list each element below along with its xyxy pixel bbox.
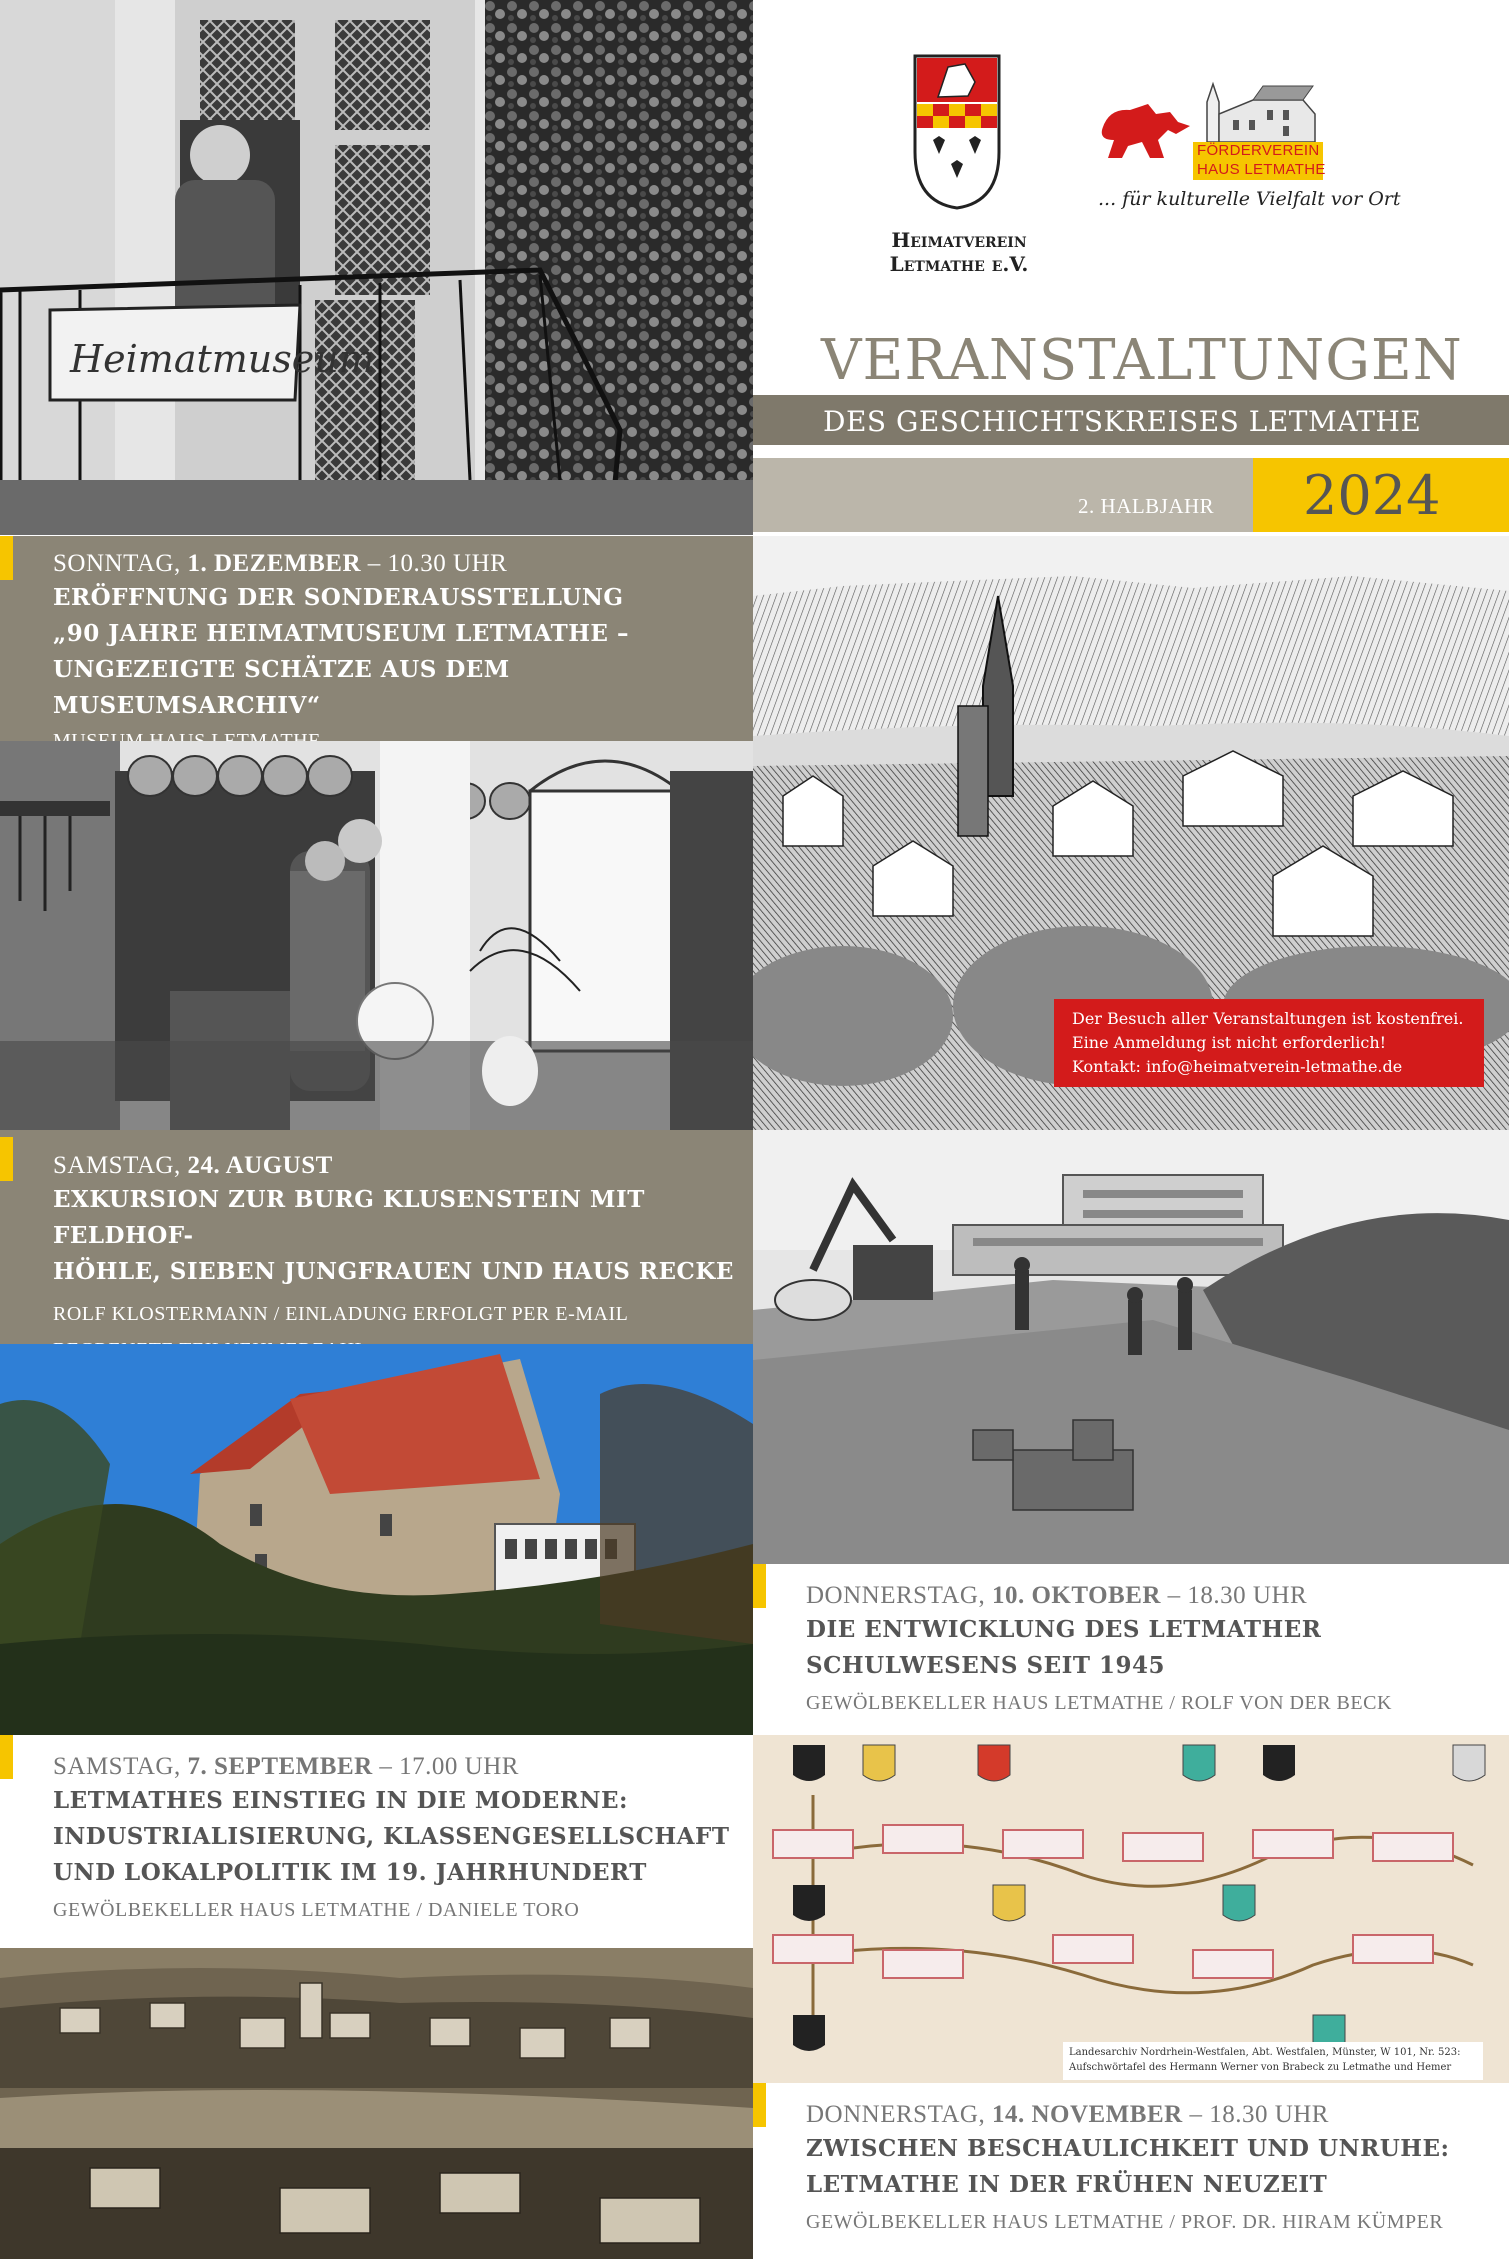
heimatverein-name-line2: Letmathe e.V.	[889, 252, 1029, 276]
foerderverein-name-line2: HAUS LETMATHE	[1197, 161, 1326, 178]
event-1-title-line1: ERÖFFNUNG DER SONDERAUSSTELLUNG	[53, 584, 624, 611]
year-label: 2024	[1303, 464, 1441, 527]
notice-line2: Eine Anmeldung ist nicht erforderlich!	[1072, 1033, 1387, 1052]
event-1-day: SONNTAG,	[53, 550, 181, 577]
event-2-day: SAMSTAG,	[53, 1152, 181, 1179]
event-1-accent-bar	[0, 536, 13, 580]
event-card-2	[0, 1130, 753, 1344]
event-4-place: GEWÖLBEKELLER HAUS LETMATHE / DANIELE TORO	[53, 1899, 580, 1921]
event-2-place-line1: ROLF KLOSTERMANN / EINLADUNG ERFOLGT PER E-MAIL	[53, 1303, 629, 1325]
photo-museum-kitchen	[0, 741, 753, 1130]
photo-heimatmuseum-balcony	[0, 0, 753, 535]
event-5-time: – 18.30 UHR	[1189, 2101, 1329, 2128]
event-4-date: 7. SEPTEMBER	[187, 1753, 373, 1780]
event-card-4	[0, 1735, 753, 1948]
event-2-accent-bar	[0, 1137, 13, 1181]
event-4-time: – 17.00 UHR	[379, 1753, 519, 1780]
heimatverein-crest-icon	[913, 52, 1001, 210]
heimatverein-name-line1: Heimatverein	[891, 228, 1027, 252]
archive-caption-line2: Aufschwörtafel des Hermann Werner von Brabeck zu Letmathe und Hemer	[1069, 2062, 1452, 2073]
event-3-day: DONNERSTAG,	[806, 1582, 986, 1609]
halbjahr-label: 2. HALBJAHR	[1078, 494, 1215, 518]
foerderverein-church-icon	[1193, 80, 1323, 142]
page-subtitle: DES GESCHICHTSKREISES LETMATHE	[823, 405, 1422, 438]
event-4-title-line3: UND LOKALPOLITIK IM 19. JAHRHUNDERT	[53, 1859, 647, 1886]
event-5-day: DONNERSTAG,	[806, 2101, 986, 2128]
event-3-place: GEWÖLBEKELLER HAUS LETMATHE / ROLF VON DER BECK	[806, 1692, 1392, 1714]
event-4-accent-bar	[0, 1735, 13, 1779]
sign-heimatmuseum: Heimatmuseum	[70, 337, 375, 381]
event-5-title-line2: LETMATHE IN DER FRÜHEN NEUZEIT	[806, 2171, 1328, 2198]
event-2-title-line1: EXKURSION ZUR BURG KLUSENSTEIN MIT FELDHOF-	[53, 1186, 645, 1249]
photo-letmathe-panorama	[0, 1948, 753, 2259]
event-5-title-line1: ZWISCHEN BESCHAULICHKEIT UND UNRUHE:	[806, 2135, 1450, 2162]
event-3-time: – 18.30 UHR	[1167, 1582, 1308, 1609]
event-3-accent-bar	[753, 1564, 766, 1608]
event-4-title-line2: INDUSTRIALISIERUNG, KLASSENGESELLSCHAFT	[53, 1823, 730, 1850]
event-5-accent-bar	[753, 2083, 766, 2127]
archive-caption-line1: Landesarchiv Nordrhein-Westfalen, Abt. Westfalen, Münster, W 101, Nr. 523:	[1069, 2047, 1461, 2058]
header-area	[753, 0, 1509, 393]
event-card-1	[0, 536, 753, 741]
notice-line3: Kontakt: info@heimatverein-letmathe.de	[1072, 1057, 1403, 1076]
event-3-title-line2: SCHULWESENS SEIT 1945	[806, 1652, 1165, 1679]
event-2-title-line2: HÖHLE, SIEBEN JUNGFRAUEN UND HAUS RECKE	[53, 1258, 734, 1285]
event-1-date: 1. DEZEMBER	[187, 550, 362, 577]
photo-construction-site	[753, 1130, 1509, 1564]
event-card-3	[753, 1564, 1509, 1735]
event-5-place: GEWÖLBEKELLER HAUS LETMATHE / PROF. DR. HIRAM KÜMPER	[806, 2211, 1444, 2233]
notice-line1: Der Besuch aller Veranstaltungen ist kostenfrei.	[1072, 1009, 1464, 1028]
event-5-date: 14. NOVEMBER	[991, 2101, 1183, 2128]
event-2-date: 24. AUGUST	[187, 1152, 333, 1179]
foerderverein-name-line1: FÖRDERVEREIN	[1197, 142, 1320, 159]
year-band	[753, 458, 1509, 532]
event-card-5	[753, 2083, 1509, 2259]
foerderverein-tagline: ... für kulturelle Vielfalt vor Ort	[1098, 188, 1401, 210]
foerderverein-lion-icon	[1098, 100, 1193, 160]
photo-aufschwoertafel	[753, 1735, 1509, 2083]
event-1-title-line2: „90 JAHRE HEIMATMUSEUM LETMATHE –	[53, 620, 629, 647]
notice-box	[1054, 999, 1484, 1087]
photo-burg-klusenstein	[0, 1344, 753, 1735]
subtitle-band	[753, 395, 1509, 445]
event-4-title-line1: LETMATHES EINSTIEG IN DIE MODERNE:	[53, 1787, 628, 1814]
page-title: VERANSTALTUNGEN	[821, 328, 1463, 393]
archive-caption	[1063, 2042, 1483, 2080]
event-3-title-line1: DIE ENTWICKLUNG DES LETMATHER	[806, 1616, 1322, 1643]
event-4-day: SAMSTAG,	[53, 1753, 181, 1780]
year-box	[1253, 458, 1509, 532]
event-1-time: – 10.30 UHR	[367, 550, 508, 577]
event-1-title-line3: UNGEZEIGTE SCHÄTZE AUS DEM MUSEUMSARCHIV“	[53, 656, 510, 719]
event-3-date: 10. OKTOBER	[991, 1582, 1161, 1609]
